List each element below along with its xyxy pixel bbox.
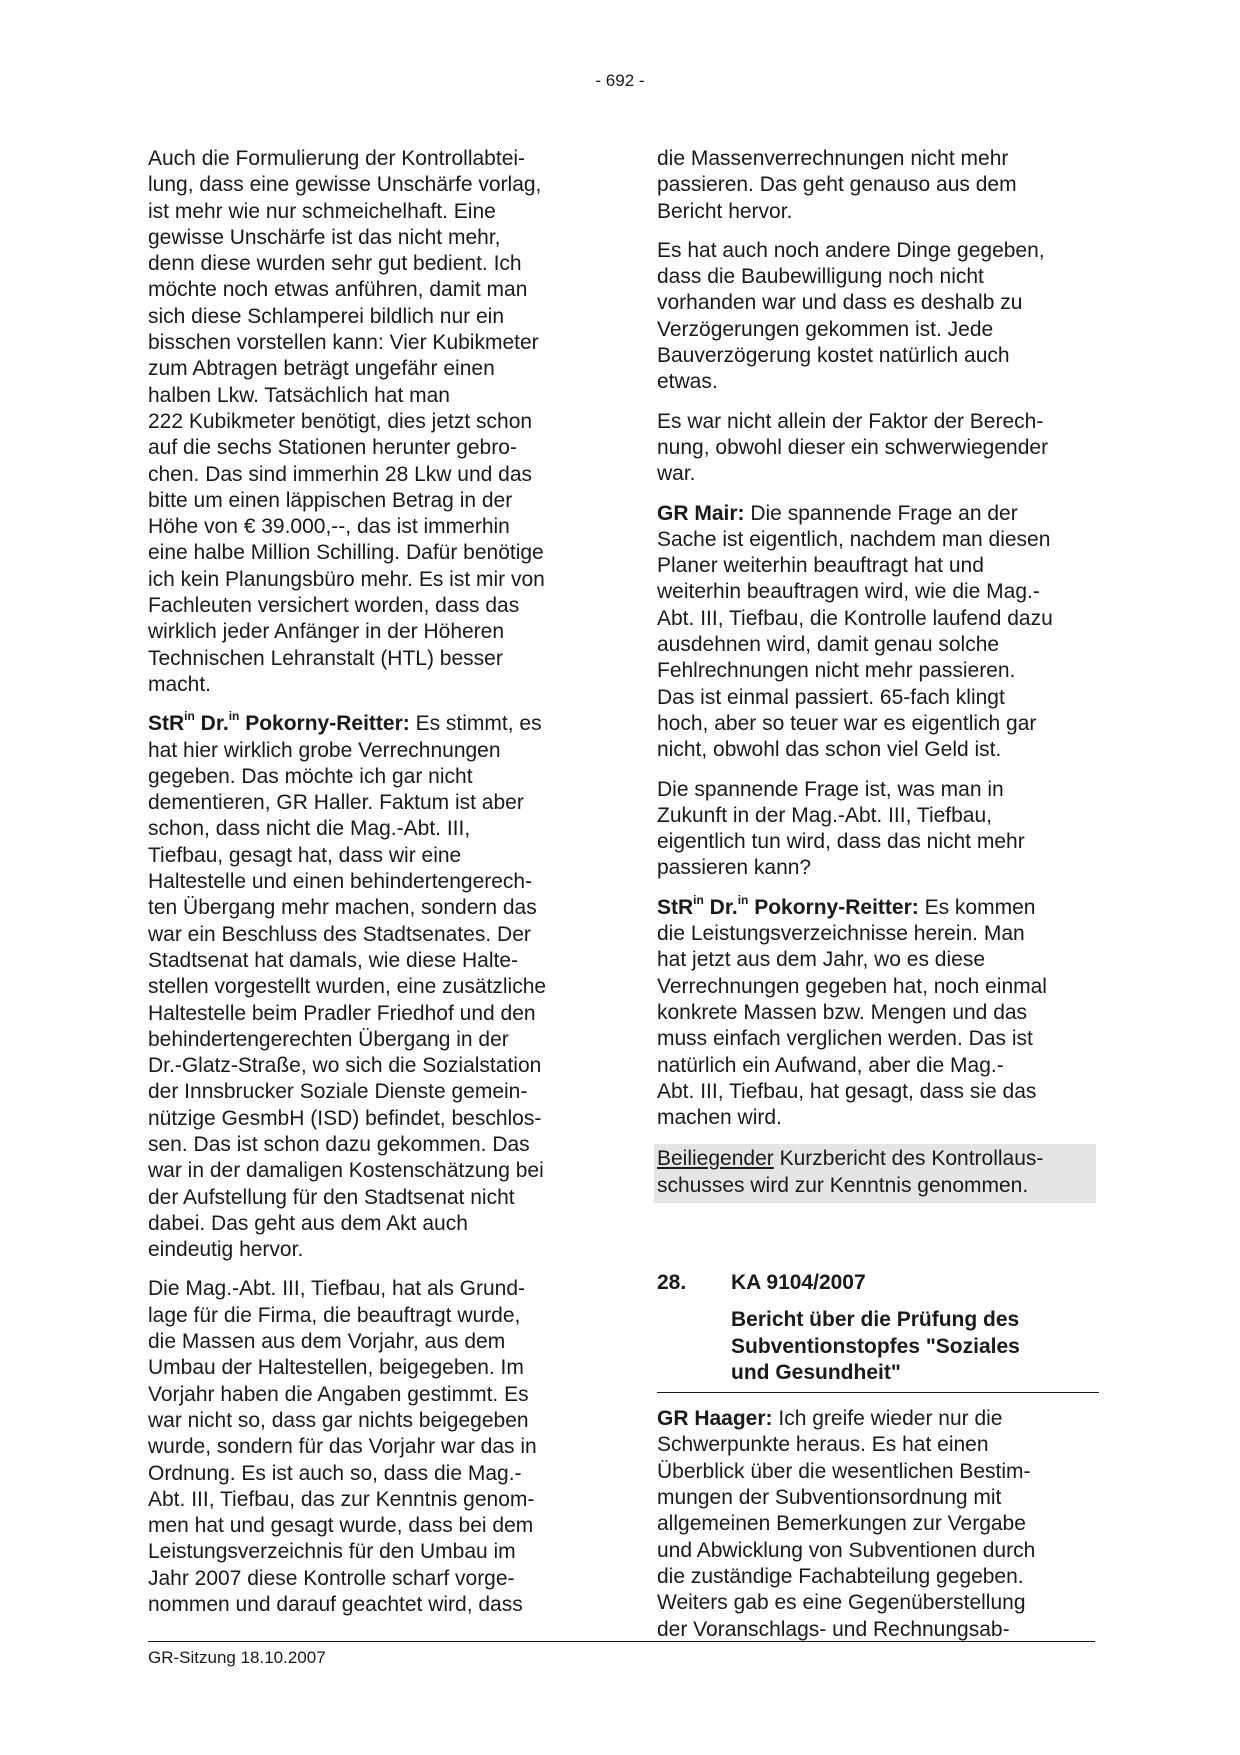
speaker-name: GR Haager: (657, 1407, 773, 1431)
paragraph: Es war nicht allein der Faktor der Berech- nung, obwohl dieser ein schwerwiegender war. (657, 409, 1049, 486)
agenda-item-code: KA 9104/2007 (731, 1270, 866, 1294)
right-column (657, 146, 1099, 1656)
decision-box: Beiliegender Kurzbericht des Kontrollaus- schusses wird zur Kenntnis genommen. (654, 1144, 1096, 1203)
paragraph: Es hat auch noch andere Dinge gegeben, dass die Baubewilligung noch nicht vorhanden war und dass es deshalb zu Verzögerungen gekommen ist. Jede Bauverzögerung kostet natürlich auch etwas. (657, 238, 1045, 394)
page-number: - 692 - (595, 71, 645, 90)
paragraph: Auch die Formulierung der Kontrollabtei- lung, dass eine gewisse Unschärfe vorlag, ist mehr wie nur schmeichelhaft. Eine gewisse Unschärfe ist das nicht mehr, denn diese wurden sehr gut bedient. Ich möchte noch etwas anführen, damit man sich diese Schlamperei bildlich nur ein bisschen vorstellen kann: Vier Kubikmeter zum Abtragen beträgt ungefähr einen halben Lkw. Tatsächlich hat man 222 Kubikmeter benötigt, dies jetzt schon auf die sechs Stationen herunter gebro- chen. Das sind immerhin 28 Lkw und das bitte um einen läppischen Betrag in der Höhe von € 39.000,--, das ist immerhin eine halbe Million Schilling. Dafür benötige ich kein Planungsbüro mehr. Es ist mir von Fachleuten versichert worden, dass das wirklich jeder Anfänger in der Höheren Technischen Lehranstalt (HTL) besser macht. (148, 147, 545, 696)
paragraph: Die spannende Frage ist, was man in Zukunft in der Mag.-Abt. III, Tiefbau, eigentlich tun wird, dass das nicht mehr passieren kann? (657, 777, 1025, 880)
agenda-item-title: Bericht über die Prüfung des Subventionstopfes "Soziales und Gesundheit" (731, 1308, 1020, 1384)
paragraph: Die Mag.-Abt. III, Tiefbau, hat als Grund- lage für die Firma, die beauftragt wurde, die Massen aus dem Vorjahr, aus dem Umbau der Haltestellen, beigegeben. Im Vorjahr haben die Angaben gestimmt. Es war nicht so, dass gar nichts beigegeben wurde, sondern für das Vorjahr war das in Ordnung. Es ist auch so, dass die Mag.- Abt. III, Tiefbau, das zur Kenntnis genom- men hat und gesagt wurde, dass bei dem Leistungsverzeichnis für den Umbau im Jahr 2007 diese Kontrolle scharf vorge- nommen und darauf geachtet wird, dass (148, 1277, 537, 1617)
footer-divider (148, 1641, 1095, 1642)
agenda-item-number: 28. (657, 1270, 687, 1294)
paragraph: GR Haager: Ich greife wieder nur die Schwerpunkte heraus. Es hat einen Überblick über die wesentlichen Bestim- mungen der Subventionsordnung mit allgemeinen Bemerkungen zur Vergabe und Abwicklung von Subventionen durch die zuständige Fachabteilung gegeben. Weiters gab es eine Gegenüberstellung der Voranschlags- und Rechnungsab- (657, 1407, 1036, 1641)
decision-underlined: Beiliegender (657, 1147, 774, 1171)
left-column (148, 146, 590, 1631)
speaker-name: StR$^{in}$ Dr.$^{in}$ Pokorny-Reitter: (657, 892, 919, 919)
agenda-item-divider (657, 1386, 1099, 1393)
agenda-item (657, 1270, 1099, 1393)
footer-text: GR-Sitzung 18.10.2007 (148, 1648, 326, 1667)
paragraph: die Massenverrechnungen nicht mehr passieren. Das geht genauso aus dem Bericht hervor. (657, 147, 1017, 223)
speaker-name: GR Mair: (657, 501, 745, 525)
paragraph: GR Mair: Die spannende Frage an der Sache ist eigentlich, nachdem man diesen Planer weiterhin beauftragt hat und weiterhin beauftragen wird, wie die Mag.- Abt. III, Tiefbau, die Kontrolle laufend dazu ausdehnen wird, damit genau solche Fehlrechnungen nicht mehr passieren. Das ist einmal passiert. 65-fach klingt hoch, aber so teuer war es eigentlich gar nicht, obwohl das schon viel Geld ist. (657, 501, 1053, 762)
paragraph: StR$^{in}$ Dr.$^{in}$ Pokorny-Reitter: Es kommen die Leistungsverzeichnisse herein. Man hat jetzt aus dem Jahr, wo es diese Verrechnungen gegeben hat, noch einmal konkrete Massen bzw. Mengen und das muss einfach verglichen werden. Das ist natürlich ein Aufwand, aber die Mag.- Abt. III, Tiefbau, hat gesagt, dass sie das machen wird. (657, 892, 1047, 1130)
paragraph: StR$^{in}$ Dr.$^{in}$ Pokorny-Reitter: Es stimmt, es hat hier wirklich grobe Verrechnungen gegeben. Das möchte ich gar nicht dementieren, GR Haller. Faktum ist aber schon, dass nicht die Mag.-Abt. III, Tiefbau, gesagt hat, dass wir eine Haltestelle und einen behindertengerech- ten Übergang mehr machen, sondern das war ein Beschluss des Stadtsenates. Der Stadtsenat hat damals, wie diese Halte- stellen vorgestellt wurden, eine zusätzliche Haltestelle beim Pradler Friedhof und den behindertengerechten Übergang in der Dr.-Glatz-Straße, wo sich die Sozialstation der Innsbrucker Soziale Dienste gemein- nützige GesmbH (ISD) befindet, beschlos- sen. Das ist schon dazu gekommen. Das war in der damaligen Kostenschätzung bei der Aufstellung für den Stadtsenat nicht dabei. Das geht aus dem Akt auch eindeutig hervor. (148, 709, 547, 1262)
speaker-name: StR$^{in}$ Dr.$^{in}$ Pokorny-Reitter: (148, 709, 410, 736)
